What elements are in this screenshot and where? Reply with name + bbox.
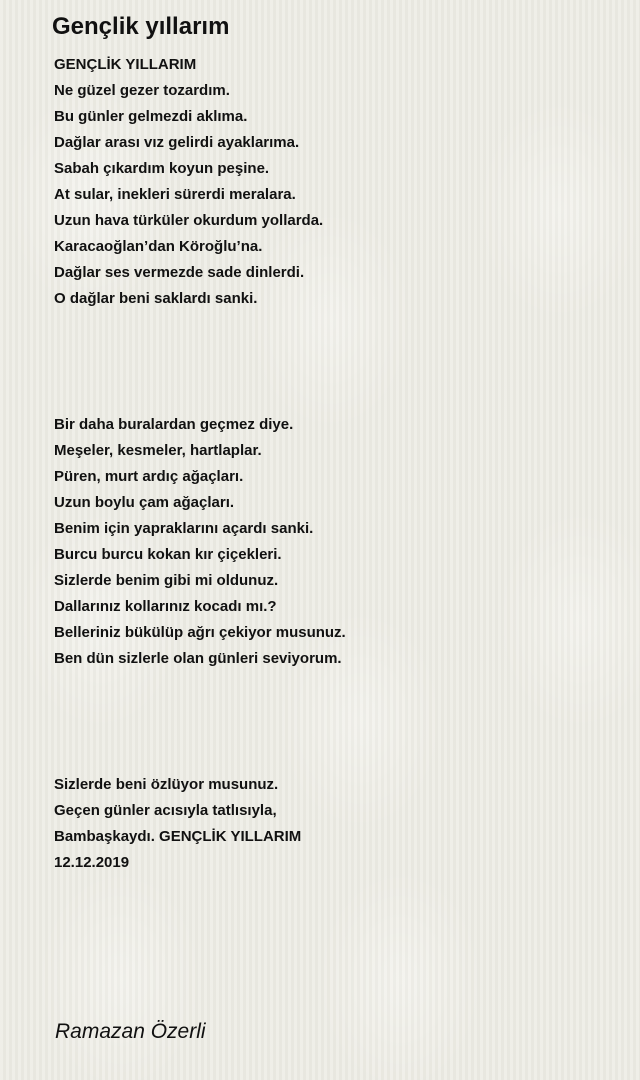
poem-line: Uzun boylu çam ağaçları. — [54, 494, 235, 511]
stanza-1 — [54, 52, 614, 312]
poem-line: Bu günler gelmezdi aklıma. — [54, 108, 248, 125]
poem-line: Ben dün sizlerle olan günleri seviyorum. — [54, 650, 342, 667]
poem-line: Dağlar arası vız gelirdi ayaklarıma. — [54, 134, 300, 151]
poem-line: Dağlar ses vermezde sade dinlerdi. — [54, 264, 305, 281]
poem-line: O dağlar beni saklardı sanki. — [54, 290, 258, 307]
poem-title: Gençlik yıllarım — [52, 13, 230, 40]
stanza-spacer — [54, 312, 614, 412]
poem-line: Geçen günler acısıyla tatlısıyla, — [54, 802, 277, 819]
stanza-spacer — [54, 672, 614, 772]
poem-line: Benim için yapraklarını açardı sanki. — [54, 520, 314, 537]
poem-author: Ramazan Özerli — [55, 1020, 206, 1043]
poem-line: Burcu burcu kokan kır çiçekleri. — [54, 546, 282, 563]
poem-line: Meşeler, kesmeler, hartlaplar. — [54, 442, 262, 459]
poem-line: Püren, murt ardıç ağaçları. — [54, 468, 244, 485]
poem-line: Sizlerde benim gibi mi oldunuz. — [54, 572, 279, 589]
poem-body — [54, 52, 614, 876]
poem-line: Ne güzel gezer tozardım. — [54, 82, 230, 99]
stanza-2 — [54, 412, 614, 672]
poem-line: Bambaşkaydı. GENÇLİK YILLARIM — [54, 828, 302, 845]
poem-line: Sabah çıkardım koyun peşine. — [54, 160, 270, 177]
poem-line: Karacaoğlan’dan Köroğlu’na. — [54, 238, 263, 255]
poem-line: Dallarınız kollarınız kocadı mı.? — [54, 598, 277, 615]
poem-line: At sular, inekleri sürerdi meralara. — [54, 186, 296, 203]
stanza-3 — [54, 772, 614, 876]
poem-line: Uzun hava türküler okurdum yollarda. — [54, 212, 324, 229]
poem-line: GENÇLİK YILLARIM — [54, 56, 197, 73]
poem-line: Belleriniz bükülüp ağrı çekiyor musunuz. — [54, 624, 346, 641]
poem-line: Bir daha buralardan geçmez diye. — [54, 416, 294, 433]
poem-line: Sizlerde beni özlüyor musunuz. — [54, 776, 279, 793]
poem-date: 12.12.2019 — [54, 854, 130, 871]
